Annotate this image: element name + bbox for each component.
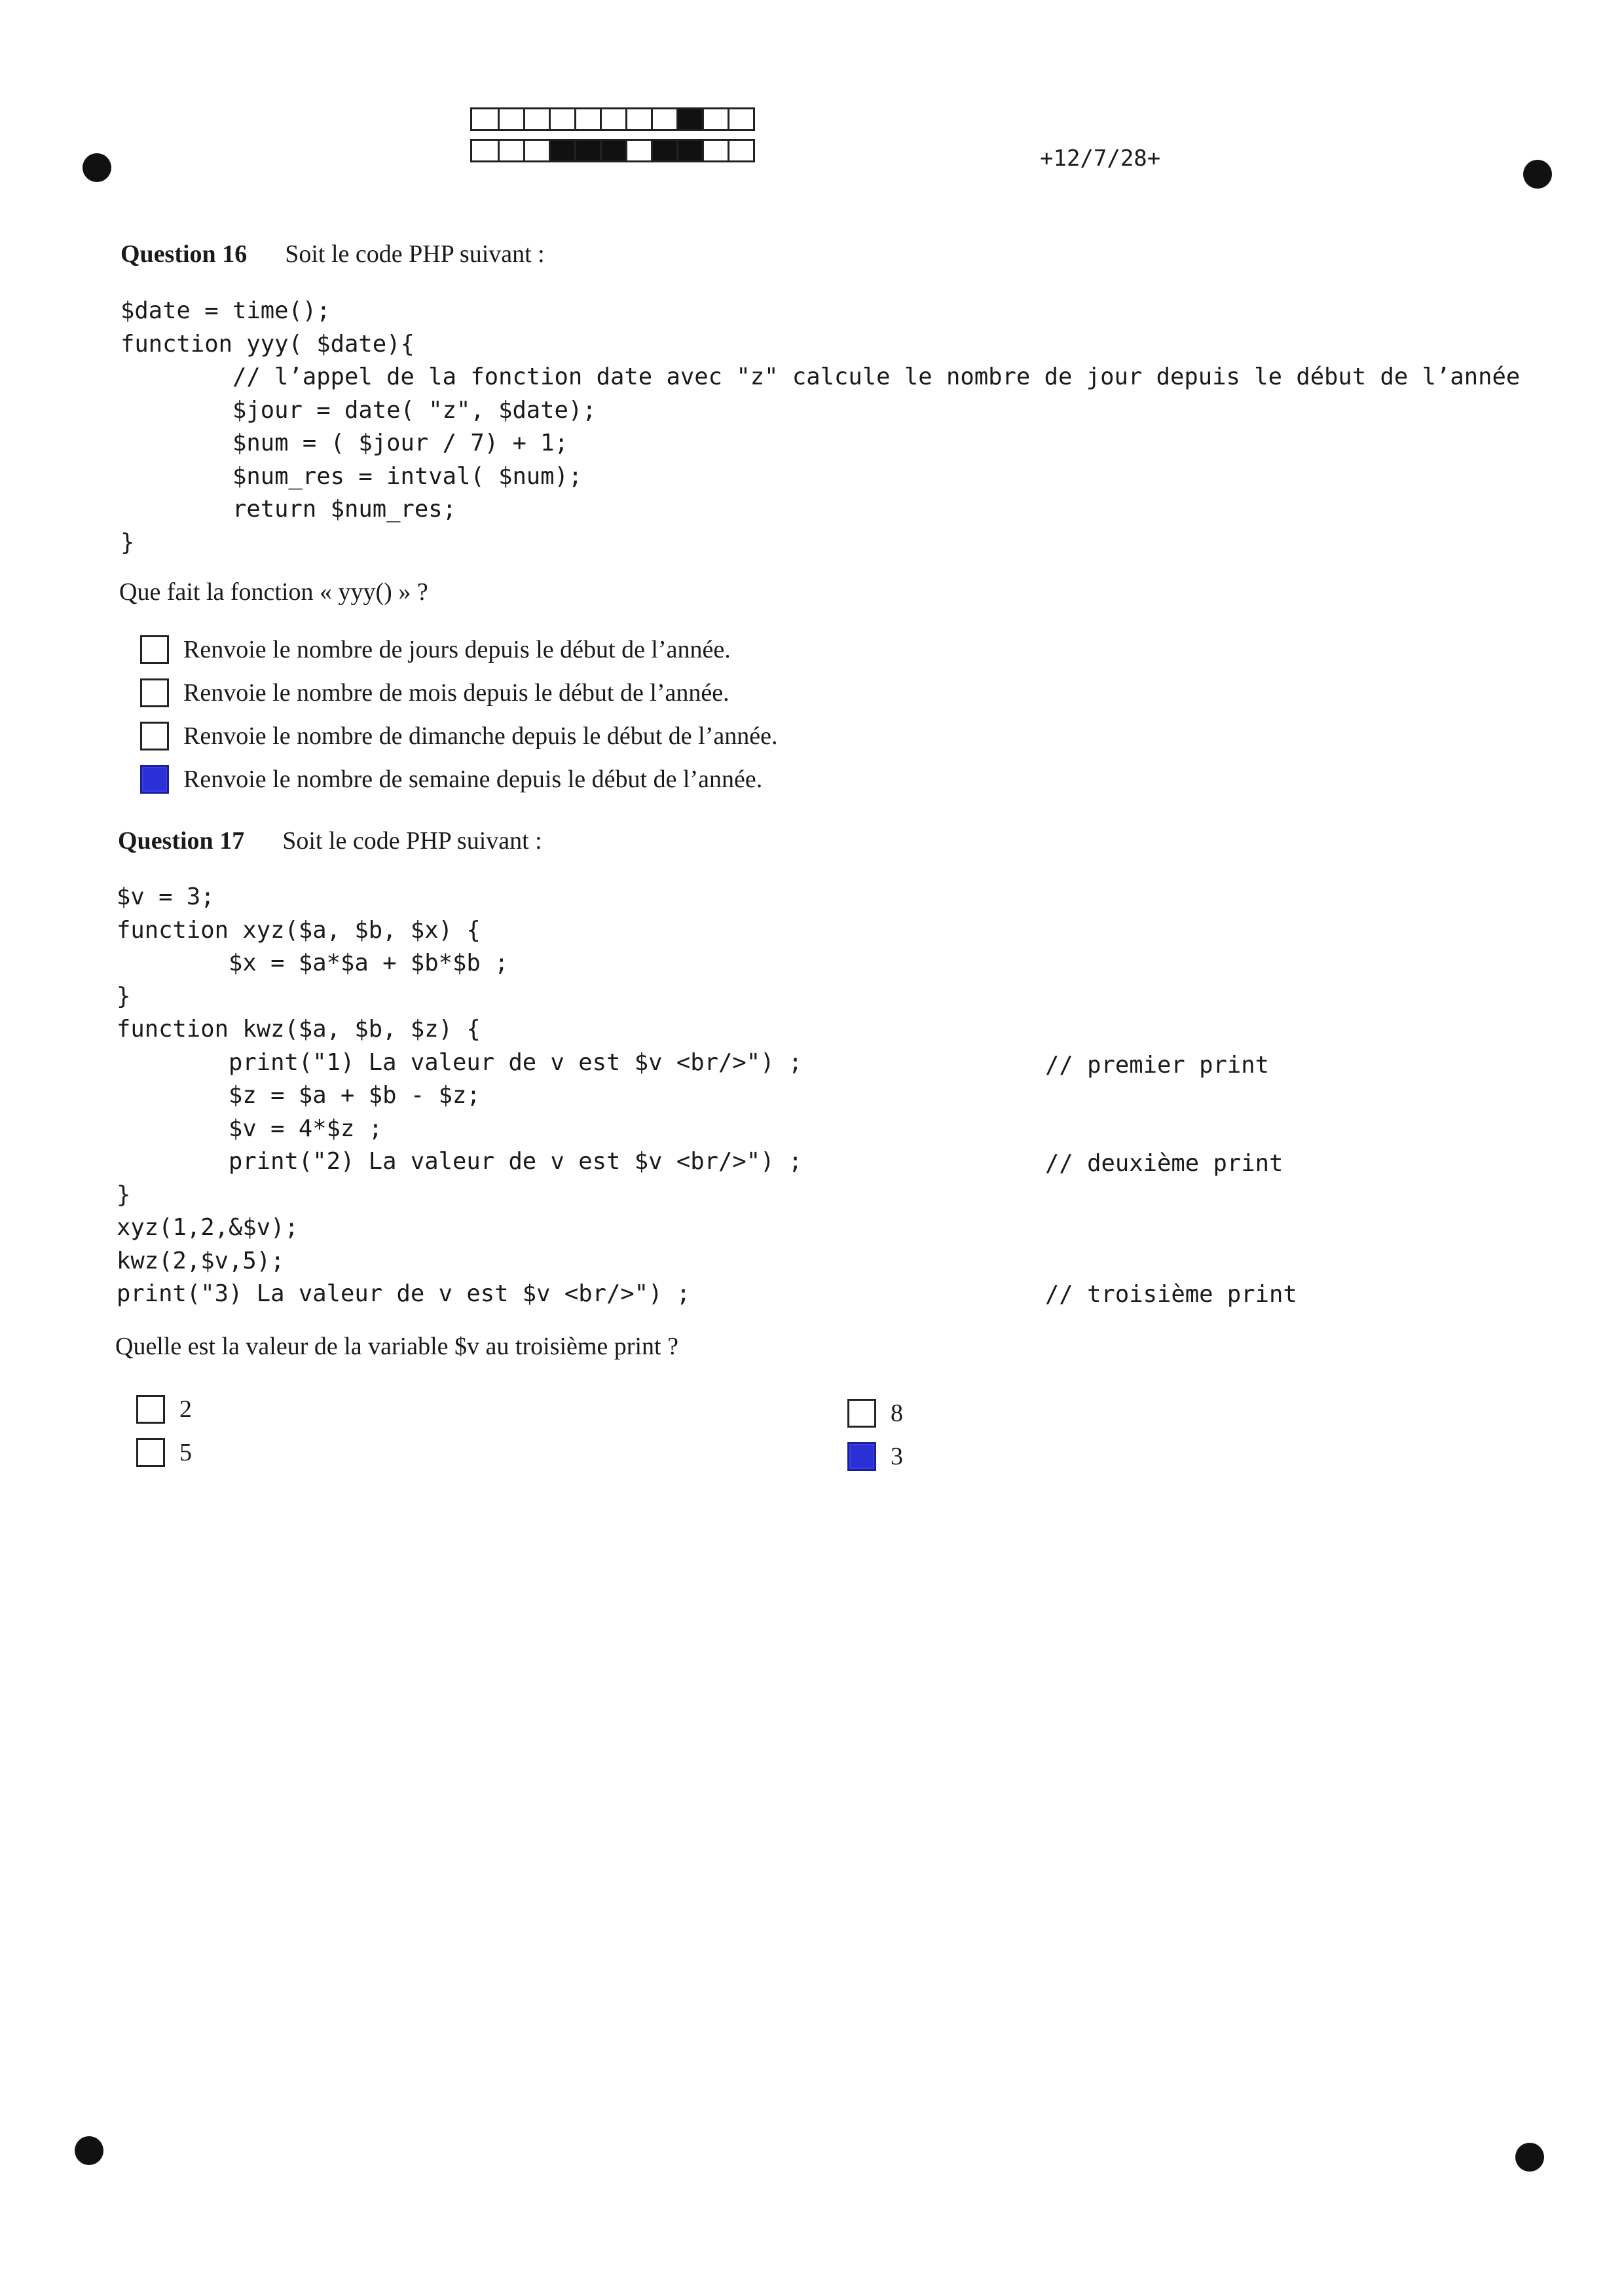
checkbox[interactable] <box>136 1395 165 1424</box>
checkbox[interactable] <box>140 722 169 750</box>
barcode-cell <box>600 141 625 160</box>
question-16-heading <box>120 240 545 268</box>
page-id: +12/7/28+ <box>1040 145 1161 172</box>
code-line: function kwz($a, $b, $z) { <box>117 1016 481 1043</box>
corner-mark-bottom-right <box>1515 2143 1544 2172</box>
question-label: Question 17 <box>118 827 245 855</box>
answer-label: Renvoie le nombre de dimanche depuis le début de l’année. <box>183 722 778 750</box>
code-line: $v = 4*$z ; <box>117 1115 383 1142</box>
question-label: Question 16 <box>120 240 248 268</box>
barcode-cell <box>498 141 523 160</box>
code-line: $date = time(); <box>120 297 331 324</box>
barcode-cell <box>574 109 600 129</box>
barcode-cell <box>549 141 574 160</box>
barcode-cell <box>523 141 549 160</box>
answer-label: Renvoie le nombre de jours depuis le début de l’année. <box>183 636 731 663</box>
code-block-q17 <box>117 881 802 1311</box>
code-line: $v = 3; <box>117 883 215 910</box>
answer-label: 5 <box>179 1439 192 1466</box>
checkbox-checked[interactable] <box>847 1442 876 1471</box>
barcode-cell <box>728 141 753 160</box>
barcode-cell <box>676 109 702 129</box>
barcode-cell <box>728 109 753 129</box>
code-line: function yyy( $date){ <box>120 330 415 358</box>
answer-label: 2 <box>179 1396 192 1423</box>
answer-label: 3 <box>891 1443 903 1470</box>
checkbox[interactable] <box>847 1399 876 1428</box>
checkbox[interactable] <box>140 678 169 707</box>
barcode-cell <box>472 109 498 129</box>
answer-option[interactable] <box>847 1442 903 1471</box>
code-line: $num = ( $jour / 7) + 1; <box>120 430 568 456</box>
comment-premier-print: // premier print <box>1045 1052 1269 1079</box>
answer-label: Renvoie le nombre de mois depuis le début de l’année. <box>183 679 729 707</box>
barcode-cell <box>523 109 549 129</box>
barcode-cell <box>498 109 523 129</box>
barcode-cell <box>472 141 498 160</box>
comment-deuxieme-print: // deuxième print <box>1045 1150 1283 1177</box>
barcode-cell <box>549 109 574 129</box>
code-line: $jour = date( "z", $date); <box>120 396 597 424</box>
code-line: print("2) La valeur de v est $v <br/>") ; <box>117 1148 803 1175</box>
barcode-cell <box>676 141 702 160</box>
barcode-cell <box>702 109 728 129</box>
barcode-row-2 <box>470 139 755 162</box>
code-line: } <box>120 528 135 556</box>
code-line: kwz(2,$v,5); <box>117 1247 285 1274</box>
code-line: $x = $a*$a + $b*$b ; <box>117 950 509 976</box>
code-block-q16 <box>120 295 1520 559</box>
code-line: function xyz($a, $b, $x) { <box>117 916 481 944</box>
question-intro: Soit le code PHP suivant : <box>285 240 545 268</box>
question-intro: Soit le code PHP suivant : <box>282 827 542 855</box>
comment-troisieme-print: // troisième print <box>1045 1281 1297 1308</box>
corner-mark-top-right <box>1523 160 1552 189</box>
checkbox[interactable] <box>140 635 169 664</box>
corner-mark-bottom-left <box>75 2136 103 2165</box>
code-line: // l’appel de la fonction date avec "z" calcule le nombre de jour depuis le début de l’année <box>120 363 1521 390</box>
question-17-heading <box>118 826 542 855</box>
question-16-text: Que fait la fonction « yyy() » ? <box>119 578 428 606</box>
barcode-cell <box>702 141 728 160</box>
barcode-cell <box>625 109 651 129</box>
answer-option[interactable] <box>140 765 762 794</box>
answer-option[interactable] <box>140 635 731 664</box>
answer-label: Renvoie le nombre de semaine depuis le début de l’année. <box>183 766 763 793</box>
answer-option[interactable] <box>136 1395 192 1424</box>
answer-label: 8 <box>891 1399 903 1427</box>
barcode-cell <box>574 141 600 160</box>
barcode-row-1 <box>470 107 755 131</box>
code-line: xyz(1,2,&$v); <box>117 1214 299 1241</box>
answer-option[interactable] <box>140 678 729 707</box>
code-line: } <box>117 982 131 1010</box>
answer-option[interactable] <box>140 722 777 750</box>
barcode-cell <box>651 141 676 160</box>
checkbox[interactable] <box>136 1438 165 1467</box>
checkbox-checked[interactable] <box>140 765 169 794</box>
answer-option[interactable] <box>847 1399 903 1428</box>
barcode-cell <box>651 109 676 129</box>
code-line: $num_res = intval( $num); <box>120 462 583 490</box>
code-line: print("3) La valeur de v est $v <br/>") ; <box>117 1280 691 1307</box>
code-line: $z = $a + $b - $z; <box>117 1082 481 1109</box>
code-line: return $num_res; <box>120 496 456 523</box>
answer-option[interactable] <box>136 1438 192 1467</box>
question-17-text: Quelle est la valeur de la variable $v au troisième print ? <box>115 1333 678 1360</box>
corner-mark-top-left <box>83 153 111 182</box>
barcode-cell <box>625 141 651 160</box>
code-line: print("1) La valeur de v est $v <br/>") ; <box>117 1048 803 1076</box>
code-line: } <box>117 1181 131 1208</box>
barcode-cell <box>600 109 625 129</box>
